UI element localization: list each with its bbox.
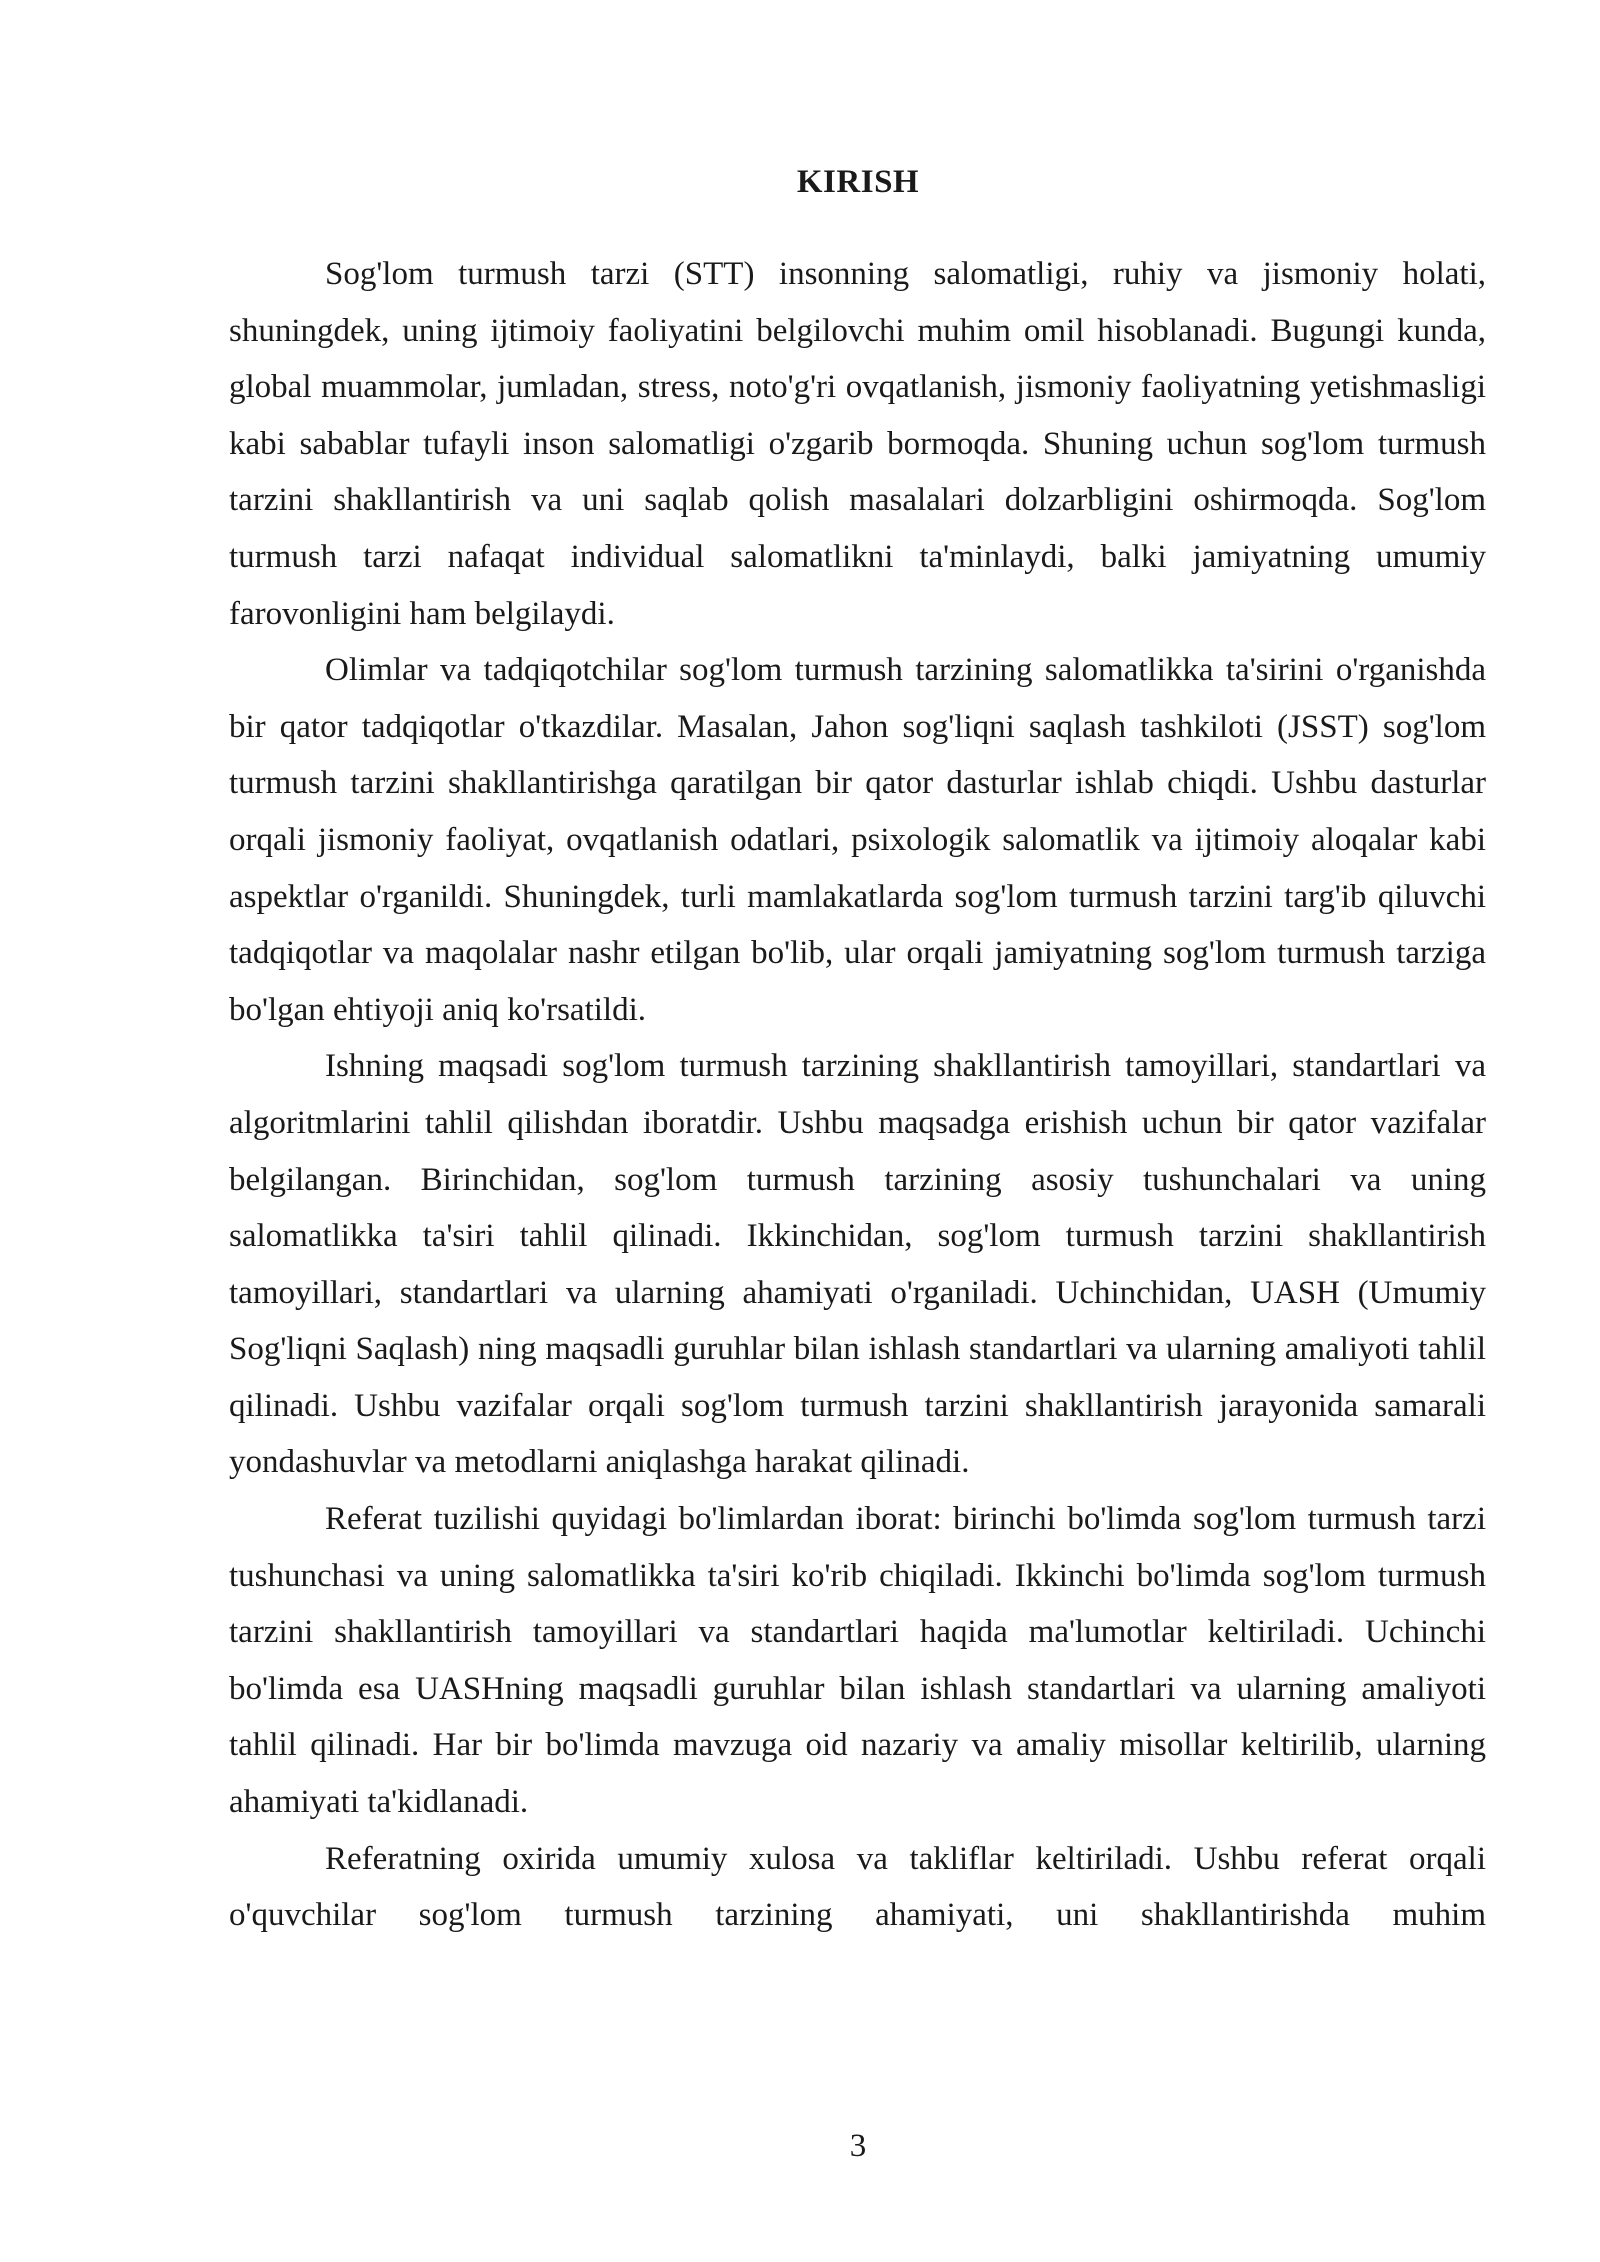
section-heading: KIRISH (796, 164, 920, 200)
paragraph-goal: Ishning maqsadi sog'lom turmush tarzining shakllantirish tamoyillari, standartlari va algoritmlarini tahlil qilishdan iboratdir. Ushbu maqsadga erishish uchun bir qator vazifalar belgilangan. Birinchidan, sog'lom turmush tarzining asosiy tushunchalari va uning salomatlikka ta'siri tahlil qilinadi. Ikkinchidan, sog'lom turmush tarzini shakllantirish tamoyillari, standartlari va ularning ahamiyati o'rganiladi. Uchinchidan, UASH (Umumiy Sog'liqni Saqlash) ning maqsadli guruhlar bilan ishlash standartlari va ularning amaliyoti tahlil qilinadi. Ushbu vazifalar orqali sog'lom turmush tarzini shakllantirish jarayonida samarali yondashuvlar va metodlarni aniqlashga harakat qilinadi. (229, 1048, 1486, 1481)
body-text (229, 246, 1486, 1944)
paragraph-conclusion: Referatning oxirida umumiy xulosa va takliflar keltiriladi. Ushbu referat orqali o'quvchilar sog'lom turmush tarzining ahamiyati, uni shakllantirishda muhim (229, 1840, 1486, 1934)
paragraph-structure: Referat tuzilishi quyidagi bo'limlardan iborat: birinchi bo'limda sog'lom turmush tarzi tushunchasi va uning salomatlikka ta'siri ko'rib chiqiladi. Ikkinchi bo'limda sog'lom turmush tarzini shakllantirish tamoyillari va standartlari haqida ma'lumotlar keltiriladi. Uchinchi bo'limda esa UASHning maqsadli guruhlar bilan ishlash standartlari va ularning amaliyoti tahlil qilinadi. Har bir bo'limda mavzuga oid nazariy va amaliy misollar keltirilib, ularning ahamiyati ta'kidlanadi. (229, 1501, 1486, 1821)
paragraph-introduction: Sog'lom turmush tarzi (STT) insonning salomatligi, ruhiy va jismoniy holati, shuningdek, uning ijtimoiy faoliyatini belgilovchi muhim omil hisoblanadi. Bugungi kunda, global muammolar, jumladan, stress, noto'g'ri ovqatlanish, jismoniy faoliyatning yetishmasligi kabi sabablar tufayli inson salomatligi o'zgarib bormoqda. Shuning uchun sog'lom turmush tarzini shakllantirish va uni saqlab qolish masalalari dolzarbligini oshirmoqda. Sog'lom turmush tarzi nafaqat individual salomatlikni ta'minlaydi, balki jamiyatning umumiy farovonligini ham belgilaydi. (229, 256, 1486, 632)
paragraph-research: Olimlar va tadqiqotchilar sog'lom turmush tarzining salomatlikka ta'sirini o'rganishda bir qator tadqiqotlar o'tkazdilar. Masalan, Jahon sog'liqni saqlash tashkiloti (JSST) sog'lom turmush tarzini shakllantirishga qaratilgan bir qator dasturlar ishlab chiqdi. Ushbu dasturlar orqali jismoniy faoliyat, ovqatlanish odatlari, psixologik salomatlik va ijtimoiy aloqalar kabi aspektlar o'rganildi. Shuningdek, turli mamlakatlarda sog'lom turmush tarzini targ'ib qiluvchi tadqiqotlar va maqolalar nashr etilgan bo'lib, ular orqali jamiyatning sog'lom turmush tarziga bo'lgan ehtiyoji aniq ko'rsatildi. (229, 652, 1486, 1028)
page-number: 3 (849, 2128, 867, 2164)
